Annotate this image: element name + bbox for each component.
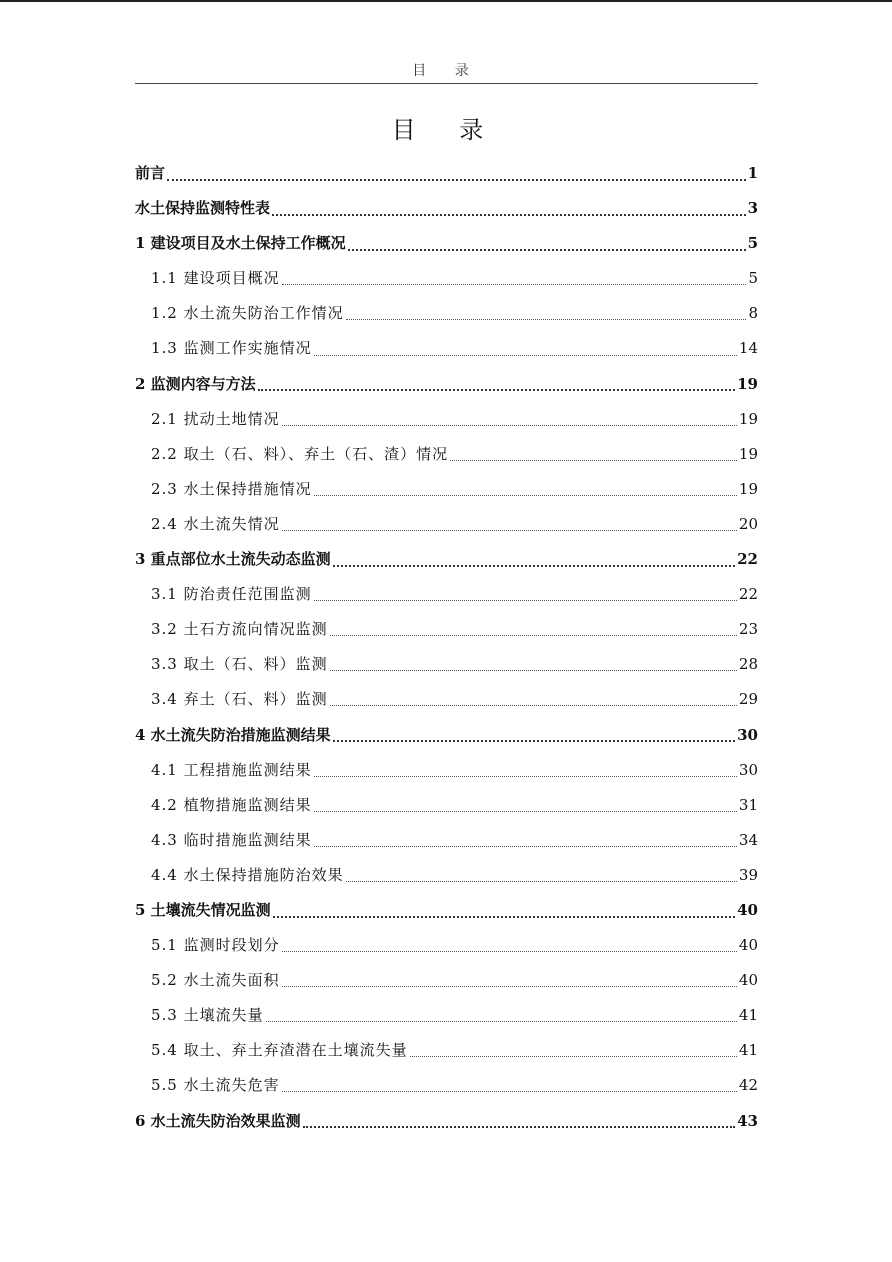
toc-section-entry[interactable] (135, 647, 758, 682)
toc-dot-leader (282, 530, 737, 531)
toc-section-entry[interactable] (135, 577, 758, 612)
toc-section-entry[interactable] (135, 682, 758, 717)
toc-dot-leader (303, 1126, 735, 1128)
toc-entry-label: 3.1 防治责任范围监测 (151, 585, 312, 604)
toc-entry-label: 6 水土流失防治效果监测 (135, 1111, 301, 1130)
toc-dot-leader (314, 776, 737, 777)
toc-page-number: 28 (738, 655, 758, 674)
toc-list (135, 156, 758, 1139)
toc-page-number: 41 (738, 1041, 758, 1060)
toc-dot-leader (282, 1091, 737, 1092)
toc-page-number: 14 (738, 339, 758, 358)
toc-section-entry[interactable] (135, 753, 758, 788)
toc-dot-leader (314, 600, 737, 601)
toc-entry-label: 4.1 工程措施监测结果 (151, 760, 312, 779)
toc-entry-label: 2.4 水土流失情况 (151, 514, 280, 533)
toc-entry-label: 2 监测内容与方法 (135, 374, 256, 393)
toc-page-number: 30 (738, 760, 758, 779)
toc-page-number: 19 (738, 479, 758, 498)
toc-dot-leader (272, 214, 746, 216)
toc-chapter-entry[interactable] (135, 191, 758, 226)
toc-dot-leader (282, 951, 737, 952)
toc-chapter-entry[interactable] (135, 367, 758, 402)
toc-dot-leader (273, 916, 735, 918)
toc-page-number: 31 (738, 795, 758, 814)
toc-page-number: 30 (737, 725, 758, 744)
toc-dot-leader (410, 1056, 737, 1057)
toc-page-number: 22 (738, 585, 758, 604)
toc-page-number: 41 (738, 1006, 758, 1025)
toc-page-number: 8 (748, 304, 758, 323)
toc-section-entry[interactable] (135, 507, 758, 542)
toc-dot-leader (333, 740, 735, 742)
toc-page-number: 5 (748, 269, 758, 288)
running-header: 目 录 (412, 63, 481, 79)
toc-chapter-entry[interactable] (135, 718, 758, 753)
toc-dot-leader (314, 811, 737, 812)
toc-section-entry[interactable] (135, 963, 758, 998)
toc-dot-leader (314, 495, 737, 496)
toc-page-number: 40 (737, 900, 758, 919)
toc-entry-label: 水土保持监测特性表 (135, 199, 271, 218)
toc-dot-leader (167, 179, 746, 181)
toc-section-entry[interactable] (135, 858, 758, 893)
toc-section-entry[interactable] (135, 998, 758, 1033)
toc-section-entry[interactable] (135, 612, 758, 647)
toc-section-entry[interactable] (135, 928, 758, 963)
toc-section-entry[interactable] (135, 437, 758, 472)
toc-dot-leader (282, 425, 737, 426)
toc-dot-leader (330, 635, 737, 636)
toc-page-number: 19 (738, 409, 758, 428)
toc-page-number: 19 (737, 374, 758, 393)
toc-dot-leader (348, 249, 746, 251)
toc-chapter-entry[interactable] (135, 156, 758, 191)
toc-entry-label: 4.3 临时措施监测结果 (151, 830, 312, 849)
toc-entry-label: 3.4 弃土（石、料）监测 (151, 690, 328, 709)
toc-dot-leader (282, 986, 737, 987)
toc-dot-leader (258, 389, 735, 391)
toc-section-entry[interactable] (135, 1068, 758, 1103)
toc-page-number: 1 (747, 164, 758, 182)
toc-section-entry[interactable] (135, 261, 758, 296)
toc-entry-label: 2.1 扰动土地情况 (151, 409, 280, 428)
toc-entry-label: 1.1 建设项目概况 (151, 269, 280, 288)
toc-page-number: 5 (747, 234, 758, 253)
toc-entry-label: 5 土壤流失情况监测 (135, 900, 271, 919)
toc-chapter-entry[interactable] (135, 542, 758, 577)
toc-entry-label: 5.4 取土、弃土弃渣潜在土壤流失量 (151, 1041, 408, 1060)
toc-page-number: 40 (738, 971, 758, 990)
toc-dot-leader (314, 846, 737, 847)
toc-section-entry[interactable] (135, 823, 758, 858)
toc-entry-label: 4 水土流失防治措施监测结果 (135, 725, 331, 744)
toc-entry-label: 5.1 监测时段划分 (151, 936, 280, 955)
toc-section-entry[interactable] (135, 402, 758, 437)
toc-title: 目 录 (391, 116, 502, 144)
toc-entry-label: 4.2 植物措施监测结果 (151, 795, 312, 814)
toc-dot-leader (450, 460, 737, 461)
toc-entry-label: 5.5 水土流失危害 (151, 1076, 280, 1095)
toc-entry-label: 2.3 水土保持措施情况 (151, 479, 312, 498)
toc-page-number: 23 (738, 620, 758, 639)
toc-entry-label: 1.2 水土流失防治工作情况 (151, 304, 344, 323)
toc-dot-leader (346, 881, 737, 882)
toc-chapter-entry[interactable] (135, 226, 758, 261)
toc-entry-label: 5.2 水土流失面积 (151, 971, 280, 990)
toc-section-entry[interactable] (135, 1033, 758, 1068)
toc-page-number: 43 (737, 1111, 758, 1130)
toc-dot-leader (282, 284, 747, 285)
toc-entry-label: 4.4 水土保持措施防治效果 (151, 865, 344, 884)
toc-chapter-entry[interactable] (135, 893, 758, 928)
toc-section-entry[interactable] (135, 296, 758, 331)
toc-section-entry[interactable] (135, 331, 758, 366)
toc-section-entry[interactable] (135, 788, 758, 823)
toc-entry-label: 前言 (135, 164, 166, 182)
toc-entry-label: 2.2 取土（石、料）、弃土（石、渣）情况 (151, 444, 449, 463)
toc-dot-leader (266, 1021, 737, 1022)
toc-chapter-entry[interactable] (135, 1104, 758, 1139)
toc-entry-label: 1 建设项目及水土保持工作概况 (135, 234, 346, 253)
toc-page-number: 39 (738, 865, 758, 884)
toc-entry-label: 5.3 土壤流失量 (151, 1006, 264, 1025)
toc-page-number: 22 (737, 550, 758, 569)
toc-dot-leader (330, 705, 737, 706)
toc-page-number: 3 (747, 199, 758, 218)
toc-entry-label: 3 重点部位水土流失动态监测 (135, 550, 331, 569)
toc-entry-label: 3.2 土石方流向情况监测 (151, 620, 328, 639)
toc-page-number: 42 (738, 1076, 758, 1095)
toc-dot-leader (346, 319, 747, 320)
toc-dot-leader (314, 355, 737, 356)
header-rule (135, 83, 758, 84)
toc-page-number: 34 (738, 830, 758, 849)
page-top-border (0, 0, 892, 2)
toc-dot-leader (333, 565, 735, 567)
toc-page-number: 20 (738, 514, 758, 533)
toc-page-number: 40 (738, 936, 758, 955)
toc-entry-label: 3.3 取土（石、料）监测 (151, 655, 328, 674)
toc-page-number: 29 (738, 690, 758, 709)
toc-dot-leader (330, 670, 737, 671)
toc-section-entry[interactable] (135, 472, 758, 507)
toc-page-number: 19 (738, 444, 758, 463)
toc-entry-label: 1.3 监测工作实施情况 (151, 339, 312, 358)
